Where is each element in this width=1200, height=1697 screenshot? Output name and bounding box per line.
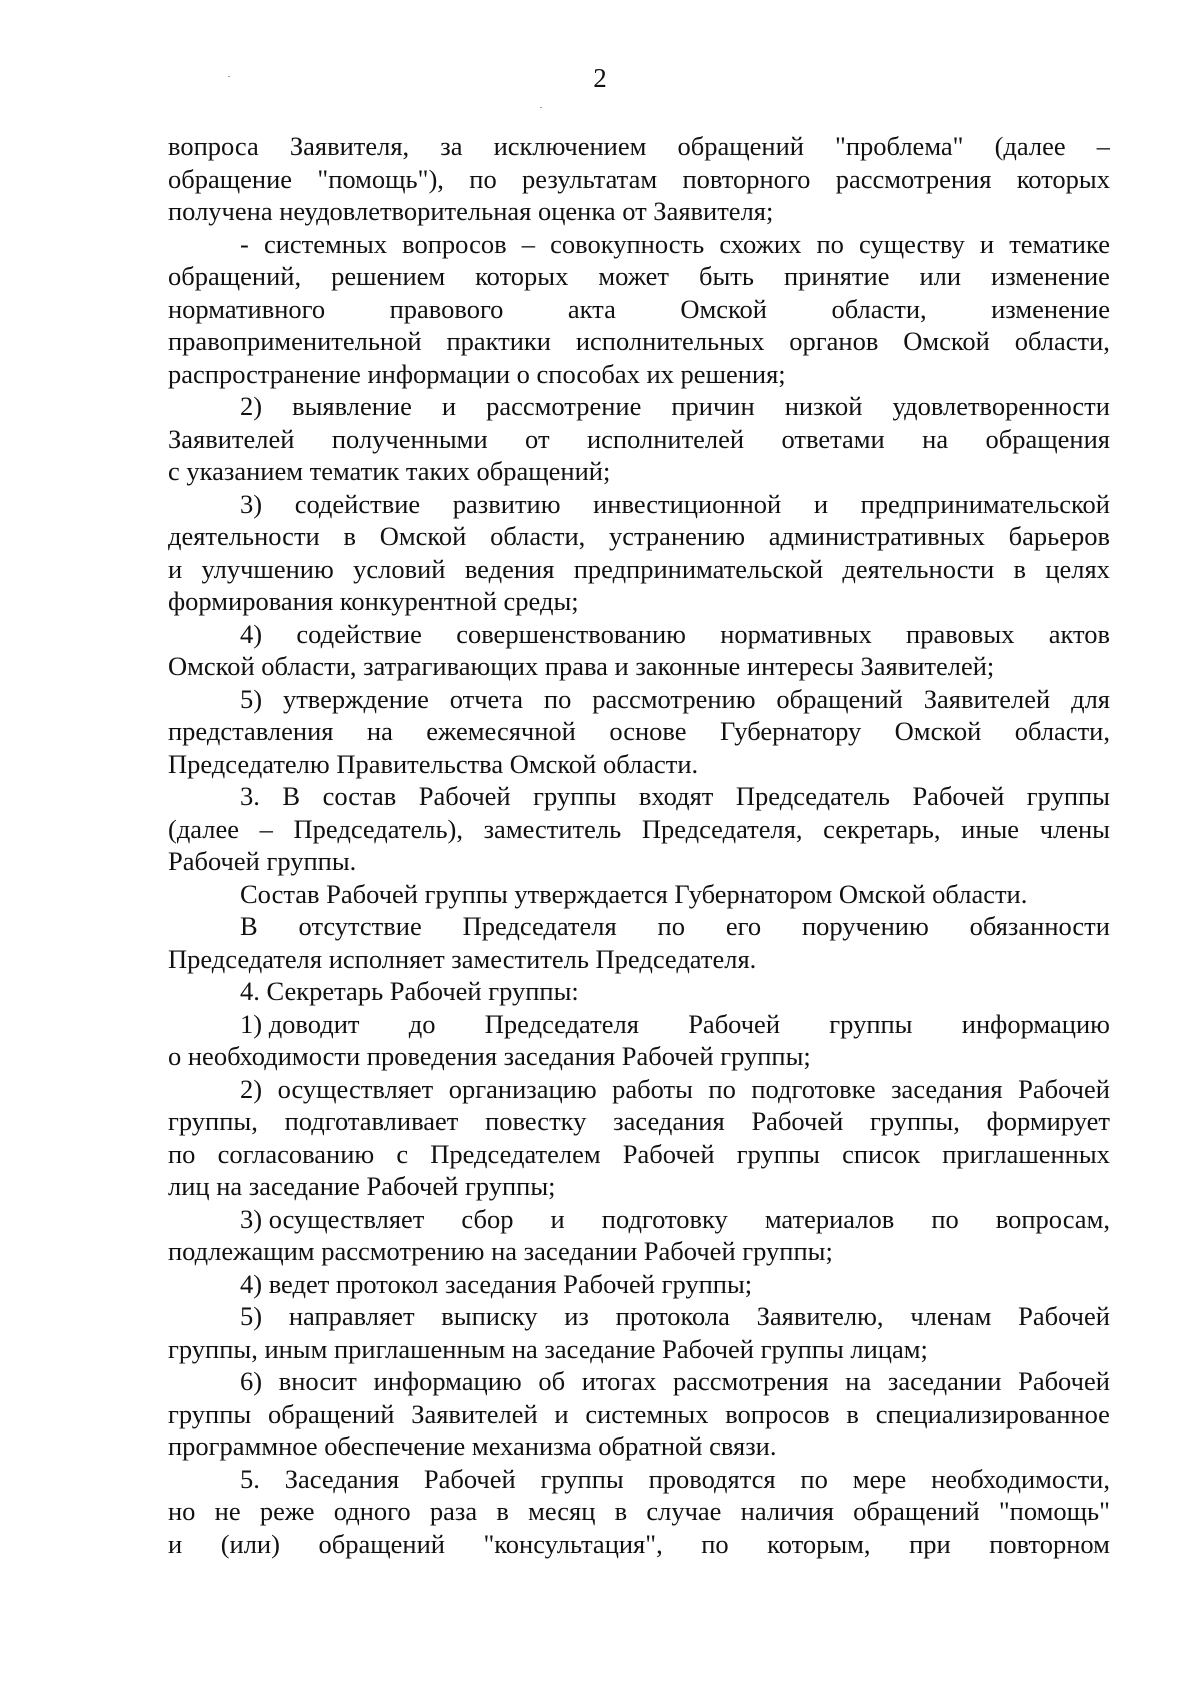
text-word: из (564, 1301, 589, 1331)
text-word: Рабочей (1018, 1366, 1110, 1396)
text-word: формирует (986, 1106, 1110, 1136)
text-word: Рабочей (1018, 1073, 1110, 1104)
text-word: случае (646, 1496, 722, 1526)
text-word: решением (331, 261, 446, 291)
text-line (168, 293, 1110, 326)
text-word: направляет (288, 1301, 415, 1331)
text-word: изменение (991, 261, 1110, 291)
text-word: не (214, 1496, 241, 1526)
text-word: 1) доводит (240, 1008, 360, 1039)
text-word: совершенствованию (456, 618, 686, 649)
text-word: Председателя (484, 1008, 639, 1039)
text-word: области, (1014, 716, 1110, 746)
text-word: группы (533, 781, 617, 811)
text-word: заседания (613, 1106, 725, 1136)
text-line: Председателю Правительства Омской области. (168, 748, 699, 779)
text-word: системных (585, 1398, 709, 1429)
text-word: обращений (318, 1528, 445, 1559)
text-word: Омской (680, 293, 767, 324)
text-word: одного (333, 1496, 411, 1526)
text-word: необходимости, (931, 1463, 1110, 1494)
text-word: отсутствие (298, 911, 422, 941)
text-word: обращений (677, 131, 804, 161)
text-word: заседании (887, 1366, 1002, 1396)
text-word: области, (490, 521, 586, 551)
text-word: членам (910, 1301, 992, 1331)
text-word: содействие (296, 618, 422, 649)
text-word: на (922, 423, 949, 454)
text-word: проводятся (648, 1463, 776, 1494)
text-word: Заседания (284, 1463, 400, 1494)
text-word: наличия (740, 1496, 834, 1526)
text-word: организацию (448, 1073, 597, 1104)
text-word: информацию (961, 1008, 1110, 1039)
text-word: – (521, 228, 536, 259)
text-word: входят (638, 781, 714, 811)
text-word: группы (168, 1398, 252, 1429)
text-line: лиц на заседание Рабочей группы; (168, 1171, 556, 1201)
text-word: улучшению (201, 553, 334, 584)
text-word: барьеров (1008, 521, 1110, 551)
text-line: Состав Рабочей группы утверждается Губернатором Омской области. (240, 878, 1028, 909)
text-word: обязанности (969, 911, 1110, 941)
text-word: за (440, 131, 463, 161)
text-word: приглашенных (942, 1138, 1110, 1169)
text-line (168, 163, 1110, 196)
text-line (168, 1300, 1110, 1333)
text-word: области, (831, 293, 927, 324)
text-word: вносит (278, 1366, 357, 1396)
text-line: программное обеспечение механизма обратной связи. (168, 1431, 777, 1461)
text-word: "проблема" (835, 131, 964, 161)
text-line (168, 1398, 1110, 1431)
text-word: и (168, 1528, 183, 1559)
text-word: В (240, 911, 258, 941)
text-word: список (842, 1138, 921, 1169)
text-word: подготавливает (284, 1106, 459, 1136)
text-word: Рабочей (688, 1008, 781, 1039)
text-word: деятельности (168, 521, 320, 551)
text-word: которых (1016, 163, 1110, 194)
text-word: рассмотрение (486, 391, 642, 421)
text-word: состав (322, 781, 397, 811)
text-word: итогах (581, 1366, 657, 1396)
text-word: Заявителю, (756, 1301, 884, 1331)
text-word: условий (353, 553, 446, 584)
text-word: быть (699, 261, 754, 291)
document-body (168, 130, 1110, 1560)
text-word: (далее (168, 813, 240, 844)
text-word: обращения (985, 423, 1110, 454)
text-word: 5) (240, 1301, 263, 1331)
text-word: на (845, 1366, 872, 1396)
text-line (168, 1008, 1110, 1041)
text-word: деятельности (842, 553, 995, 584)
text-word: иные (961, 813, 1020, 844)
text-word: материалов (764, 1203, 895, 1234)
text-word: по (800, 1463, 828, 1494)
text-word: правоприменительной (168, 326, 422, 356)
text-word: 6) (240, 1366, 263, 1396)
text-word: тематике (1009, 228, 1110, 259)
text-word: при (909, 1528, 951, 1559)
text-line (168, 130, 1110, 163)
text-word: повестку (485, 1106, 587, 1136)
text-word: Заявителей (168, 423, 295, 454)
text-word: подготовку (601, 1203, 728, 1234)
text-word: месяц (528, 1496, 596, 1526)
text-word: Заявителя, (289, 131, 410, 161)
text-line: формирования конкурентной среды; (168, 586, 579, 616)
text-line: 4) ведет протокол заседания Рабочей группы; (240, 1268, 753, 1299)
text-word: правовых (906, 618, 1015, 649)
text-word: до (408, 1008, 436, 1039)
text-line: группы, иным приглашенным на заседание Рабочей группы лицам; (168, 1333, 928, 1364)
text-word: повторного (682, 163, 811, 194)
text-word: принятие (783, 261, 890, 291)
text-line (168, 715, 1110, 748)
text-word: которых (475, 261, 569, 291)
text-word: 2) (240, 1073, 263, 1104)
text-line (168, 1528, 1110, 1561)
text-word: Омской (903, 326, 990, 356)
text-word: но (168, 1496, 196, 1526)
text-word: Председателя (462, 911, 617, 941)
text-word: Омской (894, 716, 982, 746)
text-word: и (168, 553, 183, 584)
text-word: по (931, 1203, 959, 1234)
text-word: или (919, 261, 962, 291)
text-line (168, 1073, 1110, 1106)
text-word: административных (768, 521, 985, 551)
text-word: обращений, (168, 261, 302, 291)
text-word: обращение (168, 163, 293, 194)
text-word: по (816, 228, 844, 259)
text-word: выявление (292, 391, 412, 421)
scan-speck (228, 76, 230, 77)
text-word: 4) (240, 618, 263, 649)
text-line (168, 1463, 1110, 1496)
text-word: результатам (522, 163, 658, 194)
text-line (168, 423, 1110, 456)
text-line (168, 683, 1110, 716)
text-word: совокупность (550, 228, 705, 259)
text-word: на (366, 716, 393, 746)
text-word: повторном (989, 1528, 1110, 1559)
text-line: получена неудовлетворительная оценка от Заявителя; (168, 196, 774, 226)
text-word: раза (429, 1496, 478, 1526)
text-word: устранению (609, 521, 746, 551)
text-word: секретарь, (823, 813, 941, 844)
text-word: обращений (853, 1496, 980, 1526)
text-word: – (1096, 131, 1110, 161)
text-word: Заявителей (923, 683, 1051, 714)
text-word: предпринимательской (860, 488, 1110, 519)
text-word: причин (671, 391, 755, 421)
text-line (168, 325, 1110, 358)
text-word: исполнительных (575, 326, 765, 356)
text-word: правового (389, 293, 504, 324)
text-word: по (657, 911, 685, 941)
text-word: вопросам, (995, 1203, 1110, 1234)
text-line: подлежащим рассмотрению на заседании Рабочей группы; (168, 1236, 833, 1266)
text-word: и (554, 1398, 569, 1429)
text-word: схожих (719, 228, 802, 259)
text-word: "помощь" (998, 1496, 1110, 1526)
text-word: 3) (240, 488, 263, 519)
text-word: для (1071, 683, 1110, 714)
text-line (168, 228, 1110, 261)
text-word: группы (1026, 781, 1110, 811)
text-line (168, 390, 1110, 423)
text-word: Рабочей (423, 1463, 516, 1494)
text-line (168, 553, 1110, 586)
text-word: реже (259, 1496, 315, 1526)
text-word: исключением (493, 131, 647, 161)
text-word: представления (168, 716, 334, 746)
text-word: практики (446, 326, 551, 356)
text-word: выписку (441, 1301, 538, 1331)
text-word: информацию (373, 1366, 522, 1396)
text-word: обращений (776, 683, 903, 714)
text-line (168, 780, 1110, 813)
text-line (168, 1365, 1110, 1398)
text-word: существу (859, 228, 965, 259)
text-word: по (469, 163, 497, 194)
text-word: рассмотрению (592, 683, 756, 714)
text-word: которым, (767, 1528, 871, 1559)
text-word: вопроса (168, 131, 259, 161)
text-word: органов (789, 326, 879, 356)
text-word: члены (1039, 813, 1110, 844)
text-word: "консультация", (483, 1528, 663, 1559)
text-word: – (259, 813, 273, 844)
text-word: по (708, 1073, 736, 1104)
text-line: о необходимости проведения заседания Рабочей группы; (168, 1041, 811, 1071)
text-word: полученными (331, 423, 488, 454)
text-word: рассмотрения (672, 1366, 829, 1396)
text-word: ответами (781, 423, 885, 454)
text-line (168, 1203, 1110, 1236)
text-word: группы, (870, 1106, 960, 1136)
scan-speck (540, 107, 542, 108)
text-word: системных (263, 228, 388, 259)
text-word: Рабочей (622, 1138, 715, 1169)
text-word: осуществляет (277, 1073, 434, 1104)
text-word: группы (736, 1138, 820, 1169)
text-word: 3. (240, 781, 260, 811)
text-line (168, 813, 1110, 846)
text-word: "помощь"), (317, 163, 444, 194)
text-word: удовлетворенности (892, 391, 1110, 421)
text-line: Рабочей группы. (168, 846, 357, 876)
text-word: сбор (461, 1203, 514, 1234)
text-word: изменение (991, 293, 1110, 324)
text-line: Омской области, затрагивающих права и законные интересы Заявителей; (168, 651, 995, 681)
text-word: Председатель (735, 781, 890, 811)
text-word: в (846, 1398, 859, 1429)
text-line (168, 1138, 1110, 1171)
text-word: Рабочей (912, 781, 1005, 811)
text-line: Председателя исполняет заместитель Председателя. (168, 943, 757, 974)
text-word: основе (609, 716, 687, 746)
text-word: рассмотрения (835, 163, 992, 194)
text-word: группы, (168, 1106, 258, 1136)
text-word: группы (829, 1008, 913, 1039)
text-word: вопросов (725, 1398, 830, 1429)
text-word: мере (852, 1463, 907, 1494)
text-word: об (538, 1366, 566, 1396)
text-word: от (525, 423, 550, 454)
text-line (168, 488, 1110, 521)
text-word: его (725, 911, 762, 941)
text-line (168, 1105, 1110, 1138)
text-word: 2) (240, 391, 263, 421)
text-word: в (1013, 553, 1026, 584)
text-word: развитию (452, 488, 561, 519)
text-word: нормативных (720, 618, 872, 649)
text-word: - (240, 228, 249, 259)
text-word: Председателя, (641, 813, 803, 844)
page-number: 2 (593, 63, 607, 93)
text-word: Рабочей (751, 1106, 844, 1136)
text-line (168, 260, 1110, 293)
text-word: Председателем (430, 1138, 601, 1169)
text-line (168, 910, 1110, 943)
text-word: группы (540, 1463, 624, 1494)
text-line (168, 618, 1110, 651)
text-word: акта (567, 293, 616, 324)
text-word: исполнителей (586, 423, 745, 454)
text-word: В (282, 781, 301, 811)
text-word: с (396, 1138, 409, 1169)
text-word: вопросов (402, 228, 507, 259)
text-word: и (813, 488, 828, 519)
text-word: актов (1048, 618, 1110, 649)
text-word: может (598, 261, 670, 291)
text-word: области, (1014, 326, 1110, 356)
text-word: (или) (220, 1528, 280, 1559)
text-word: по (168, 1138, 196, 1169)
text-word: нормативного (168, 293, 326, 324)
text-line (168, 1495, 1110, 1528)
text-word: 3) осуществляет (240, 1203, 425, 1234)
text-word: согласованию (217, 1138, 375, 1169)
text-line (168, 520, 1110, 553)
text-word: содействие (294, 488, 421, 519)
text-word: в (614, 1496, 628, 1526)
text-word: поручению (801, 911, 929, 941)
text-word: обращений (267, 1398, 395, 1429)
text-word: Рабочей (418, 781, 511, 811)
text-word: по (543, 683, 572, 714)
text-word: и (979, 228, 995, 259)
text-line: 4. Секретарь Рабочей группы: (240, 976, 579, 1006)
text-word: Рабочей (1018, 1301, 1110, 1331)
text-word: низкой (784, 391, 863, 421)
text-word: ведения (464, 553, 555, 584)
text-line: с указанием тематик таких обращений; (168, 456, 611, 486)
text-word: целях (1045, 553, 1110, 584)
text-word: работы (612, 1073, 693, 1104)
text-word: Губернатору (719, 716, 862, 746)
text-word: специализированное (875, 1398, 1110, 1429)
text-word: в (496, 1496, 509, 1526)
text-line: распространение информации о способах их решения; (168, 358, 786, 389)
text-word: и (550, 1203, 565, 1234)
text-word: 5. (240, 1463, 260, 1494)
text-word: заместитель (483, 813, 622, 844)
text-word: ежемесячной (426, 716, 576, 746)
text-word: Заявителей (411, 1398, 538, 1429)
text-word: 5) (240, 683, 263, 714)
text-word: инвестиционной (593, 488, 782, 519)
text-word: Омской (379, 521, 467, 551)
text-word: и (441, 391, 457, 421)
text-word: предпринимательской (573, 553, 824, 584)
text-word: (далее (994, 131, 1066, 161)
text-word: в (343, 521, 356, 551)
text-word: утверждение (282, 683, 429, 714)
text-word: Председатель), (293, 813, 463, 844)
text-word: по (701, 1528, 729, 1559)
text-word: протокола (615, 1301, 730, 1331)
text-word: отчета (449, 683, 523, 714)
text-word: подготовке (751, 1073, 876, 1104)
text-word: заседания (891, 1073, 1003, 1104)
